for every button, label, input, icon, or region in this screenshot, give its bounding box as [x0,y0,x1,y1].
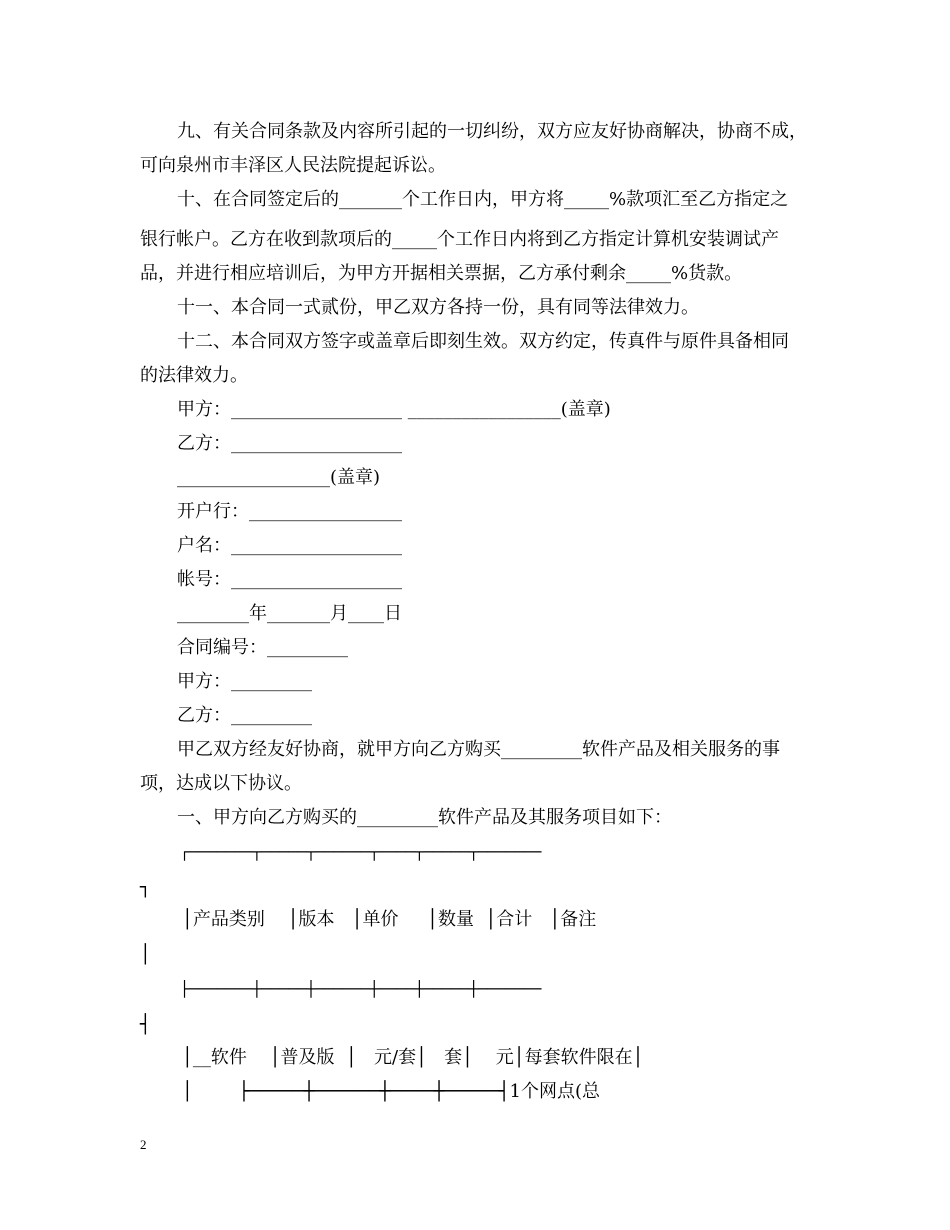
table-row-1: │__软件 │普及版 │ 元/套│ 套│ 元│每套软件限在│ [182,1047,644,1068]
clause-1-heading: 一、甲方向乙方购买的_________软件产品及其服务项目如下： [177,807,672,828]
table-top-border-corner: ┐ [140,877,151,898]
clause-9-line-2: 可向泉州市丰泽区人民法院提起诉讼。 [140,155,446,176]
table-top-border: ┌───────┬─────┬──────┬────┬─────┬─────── [180,843,542,861]
clause-12-line-1: 十二、本合同双方签字或盖章后即刻生效。双方约定，传真件与原件具备相同 [177,331,789,352]
party-b-line: 乙方：_________ [177,705,312,726]
account-number: 帐号：___________________ [177,569,402,590]
clause-9-line-1: 九、有关合同条款及内容所引起的一切纠纷，双方应友好协商解决，协商不成， [177,121,807,142]
page-number: 2 [140,1137,147,1152]
bank-name: 开户行：_________________ [177,501,402,522]
clause-10-line-2: 银行帐户。乙方在收到款项后的_____个工作日内将到乙方指定计算机安装调试产 [140,229,779,250]
date-line: ________年_______月____日 [177,603,402,624]
party-a-line: 甲方：_________ [177,671,312,692]
agreement-intro-line-2: 项，达成以下协议。 [140,773,302,794]
clause-10-line-1: 十、在合同签定后的_______个工作日内，甲方将_____%款项汇至乙方指定之 [177,189,789,210]
clause-12-line-2: 的法律效力。 [140,365,248,386]
table-separator-end: ┤ [140,1014,151,1035]
account-name: 户名：___________________ [177,535,402,556]
clause-11: 十一、本合同一式贰份，甲乙双方各持一份，具有同等法律效力。 [177,297,699,318]
clause-10-line-3: 品，并进行相应培训后，为甲方开据相关票据，乙方承付剩余_____%货款。 [140,263,743,284]
contract-number: 合同编号：_________ [177,637,348,658]
party-a-signature: 甲方：___________________ _________________(盖章) [177,399,611,420]
party-b-seal: _________________(盖章) [177,467,381,488]
agreement-intro-line-1: 甲乙双方经友好协商，就甲方向乙方购买_________软件产品及相关服务的事 [177,739,780,760]
table-header-row-end: │ [140,944,151,965]
table-separator: ├───────┼─────┼──────┼────┼─────┼─────── [180,980,542,998]
table-row-1-continued: │ ├─────┼──────┼────┼─────┤1个网点(总 [182,1081,601,1102]
table-header-row: │产品类别 │版本 │单价 │数量 │合计 │备注 [182,909,597,930]
party-b-signature: 乙方：___________________ [177,433,402,454]
